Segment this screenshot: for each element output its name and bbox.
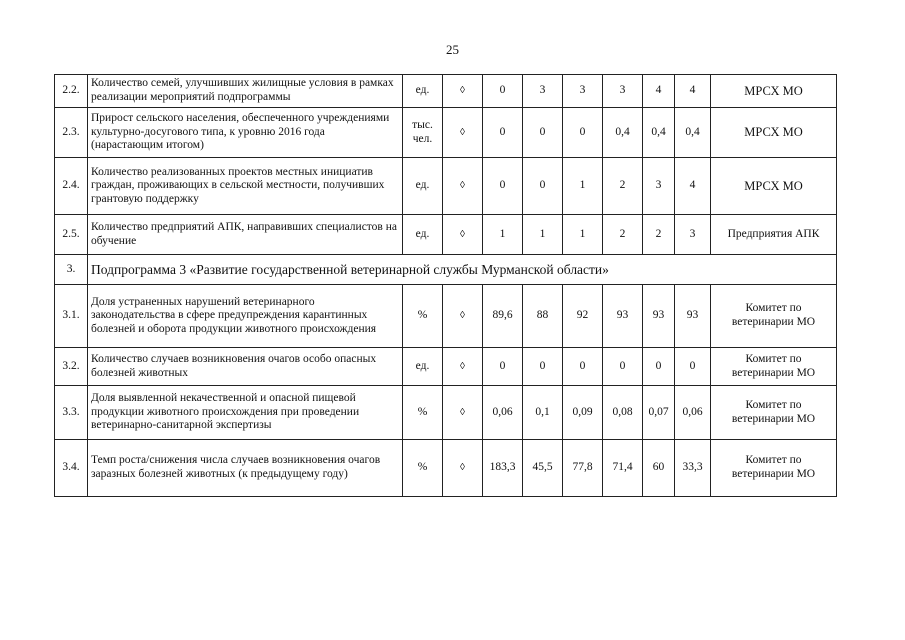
unit-cell: тыс. чел. <box>403 108 443 158</box>
value-cell: 0,09 <box>563 386 603 440</box>
unit-cell: ед. <box>403 215 443 255</box>
value-cell: 33,3 <box>675 440 711 497</box>
value-cell: 93 <box>643 285 675 348</box>
mark-cell: ◊ <box>443 348 483 386</box>
table-row <box>55 348 837 386</box>
mark-cell: ◊ <box>443 158 483 215</box>
value-cell: 0 <box>523 348 563 386</box>
indicators-table <box>54 74 837 497</box>
unit-cell: ед. <box>403 75 443 108</box>
table-row <box>55 158 837 215</box>
table-row <box>55 75 837 108</box>
value-cell: 88 <box>523 285 563 348</box>
section-title: Подпрограмма 3 «Развитие государственной ветеринарной службы Мурманской области» <box>88 255 837 285</box>
row-number: 3.3. <box>55 386 88 440</box>
value-cell: 1 <box>563 215 603 255</box>
value-cell: 0,4 <box>603 108 643 158</box>
value-cell: 3 <box>675 215 711 255</box>
responsible-cell: Предприятия АПК <box>711 215 837 255</box>
indicator-name: Количество предприятий АПК, направивших специалистов на обучение <box>88 215 403 255</box>
value-cell: 0 <box>643 348 675 386</box>
table-row <box>55 285 837 348</box>
value-cell: 3 <box>563 75 603 108</box>
mark-cell: ◊ <box>443 440 483 497</box>
value-cell: 93 <box>675 285 711 348</box>
value-cell: 0,4 <box>643 108 675 158</box>
section-row <box>55 255 837 285</box>
indicator-name: Доля выявленной некачественной и опасной пищевой продукции животного происхождения при проведении ветеринарно-санитарной экспертизы <box>88 386 403 440</box>
value-cell: 77,8 <box>563 440 603 497</box>
value-cell: 2 <box>603 215 643 255</box>
row-number: 2.3. <box>55 108 88 158</box>
value-cell: 4 <box>643 75 675 108</box>
value-cell: 0 <box>523 158 563 215</box>
value-cell: 45,5 <box>523 440 563 497</box>
value-cell: 93 <box>603 285 643 348</box>
responsible-cell: МРСХ МО <box>711 158 837 215</box>
value-cell: 1 <box>563 158 603 215</box>
table-row <box>55 440 837 497</box>
value-cell: 0 <box>523 108 563 158</box>
responsible-cell: Комитет по ветеринарии МО <box>711 348 837 386</box>
table-row <box>55 386 837 440</box>
mark-cell: ◊ <box>443 285 483 348</box>
table-row <box>55 215 837 255</box>
indicator-name: Количество семей, улучшивших жилищные условия в рамках реализации мероприятий подпрограммы <box>88 75 403 108</box>
responsible-cell: Комитет по ветеринарии МО <box>711 440 837 497</box>
row-number: 3.4. <box>55 440 88 497</box>
row-number: 2.5. <box>55 215 88 255</box>
responsible-cell: Комитет по ветеринарии МО <box>711 386 837 440</box>
row-number: 2.4. <box>55 158 88 215</box>
section-number: 3. <box>55 255 88 285</box>
value-cell: 0 <box>603 348 643 386</box>
value-cell: 183,3 <box>483 440 523 497</box>
indicator-name: Количество реализованных проектов местных инициатив граждан, проживающих в сельской местности, получивших грантовую поддержку <box>88 158 403 215</box>
value-cell: 92 <box>563 285 603 348</box>
responsible-cell: Комитет по ветеринарии МО <box>711 285 837 348</box>
value-cell: 0,06 <box>483 386 523 440</box>
value-cell: 0,1 <box>523 386 563 440</box>
mark-cell: ◊ <box>443 108 483 158</box>
value-cell: 4 <box>675 75 711 108</box>
page-number: 25 <box>446 42 459 57</box>
table-row <box>55 108 837 158</box>
value-cell: 0 <box>675 348 711 386</box>
mark-cell: ◊ <box>443 75 483 108</box>
value-cell: 71,4 <box>603 440 643 497</box>
value-cell: 0,08 <box>603 386 643 440</box>
value-cell: 3 <box>523 75 563 108</box>
value-cell: 2 <box>603 158 643 215</box>
row-number: 3.1. <box>55 285 88 348</box>
unit-cell: ед. <box>403 348 443 386</box>
row-number: 3.2. <box>55 348 88 386</box>
value-cell: 1 <box>483 215 523 255</box>
value-cell: 0 <box>483 158 523 215</box>
mark-cell: ◊ <box>443 386 483 440</box>
indicator-name: Темп роста/снижения числа случаев возникновения очагов заразных болезней животных (к предыдущему году) <box>88 440 403 497</box>
value-cell: 0 <box>563 108 603 158</box>
unit-cell: % <box>403 285 443 348</box>
value-cell: 89,6 <box>483 285 523 348</box>
mark-cell: ◊ <box>443 215 483 255</box>
unit-cell: % <box>403 386 443 440</box>
responsible-cell: МРСХ МО <box>711 108 837 158</box>
responsible-cell: МРСХ МО <box>711 75 837 108</box>
value-cell: 0 <box>483 348 523 386</box>
value-cell: 1 <box>523 215 563 255</box>
unit-cell: ед. <box>403 158 443 215</box>
unit-cell: % <box>403 440 443 497</box>
value-cell: 2 <box>643 215 675 255</box>
value-cell: 0,07 <box>643 386 675 440</box>
value-cell: 0 <box>563 348 603 386</box>
indicator-name: Прирост сельского населения, обеспеченного учреждениями культурно-досугового типа, к уровню 2016 года (нарастающим итогом) <box>88 108 403 158</box>
value-cell: 4 <box>675 158 711 215</box>
indicator-name: Доля устраненных нарушений ветеринарного законодательства в сфере предупреждения карантинных болезней и оборота продукции животного происхождения <box>88 285 403 348</box>
value-cell: 3 <box>603 75 643 108</box>
value-cell: 0 <box>483 75 523 108</box>
value-cell: 0,4 <box>675 108 711 158</box>
indicator-name: Количество случаев возникновения очагов особо опасных болезней животных <box>88 348 403 386</box>
value-cell: 0,06 <box>675 386 711 440</box>
value-cell: 60 <box>643 440 675 497</box>
row-number: 2.2. <box>55 75 88 108</box>
value-cell: 3 <box>643 158 675 215</box>
value-cell: 0 <box>483 108 523 158</box>
